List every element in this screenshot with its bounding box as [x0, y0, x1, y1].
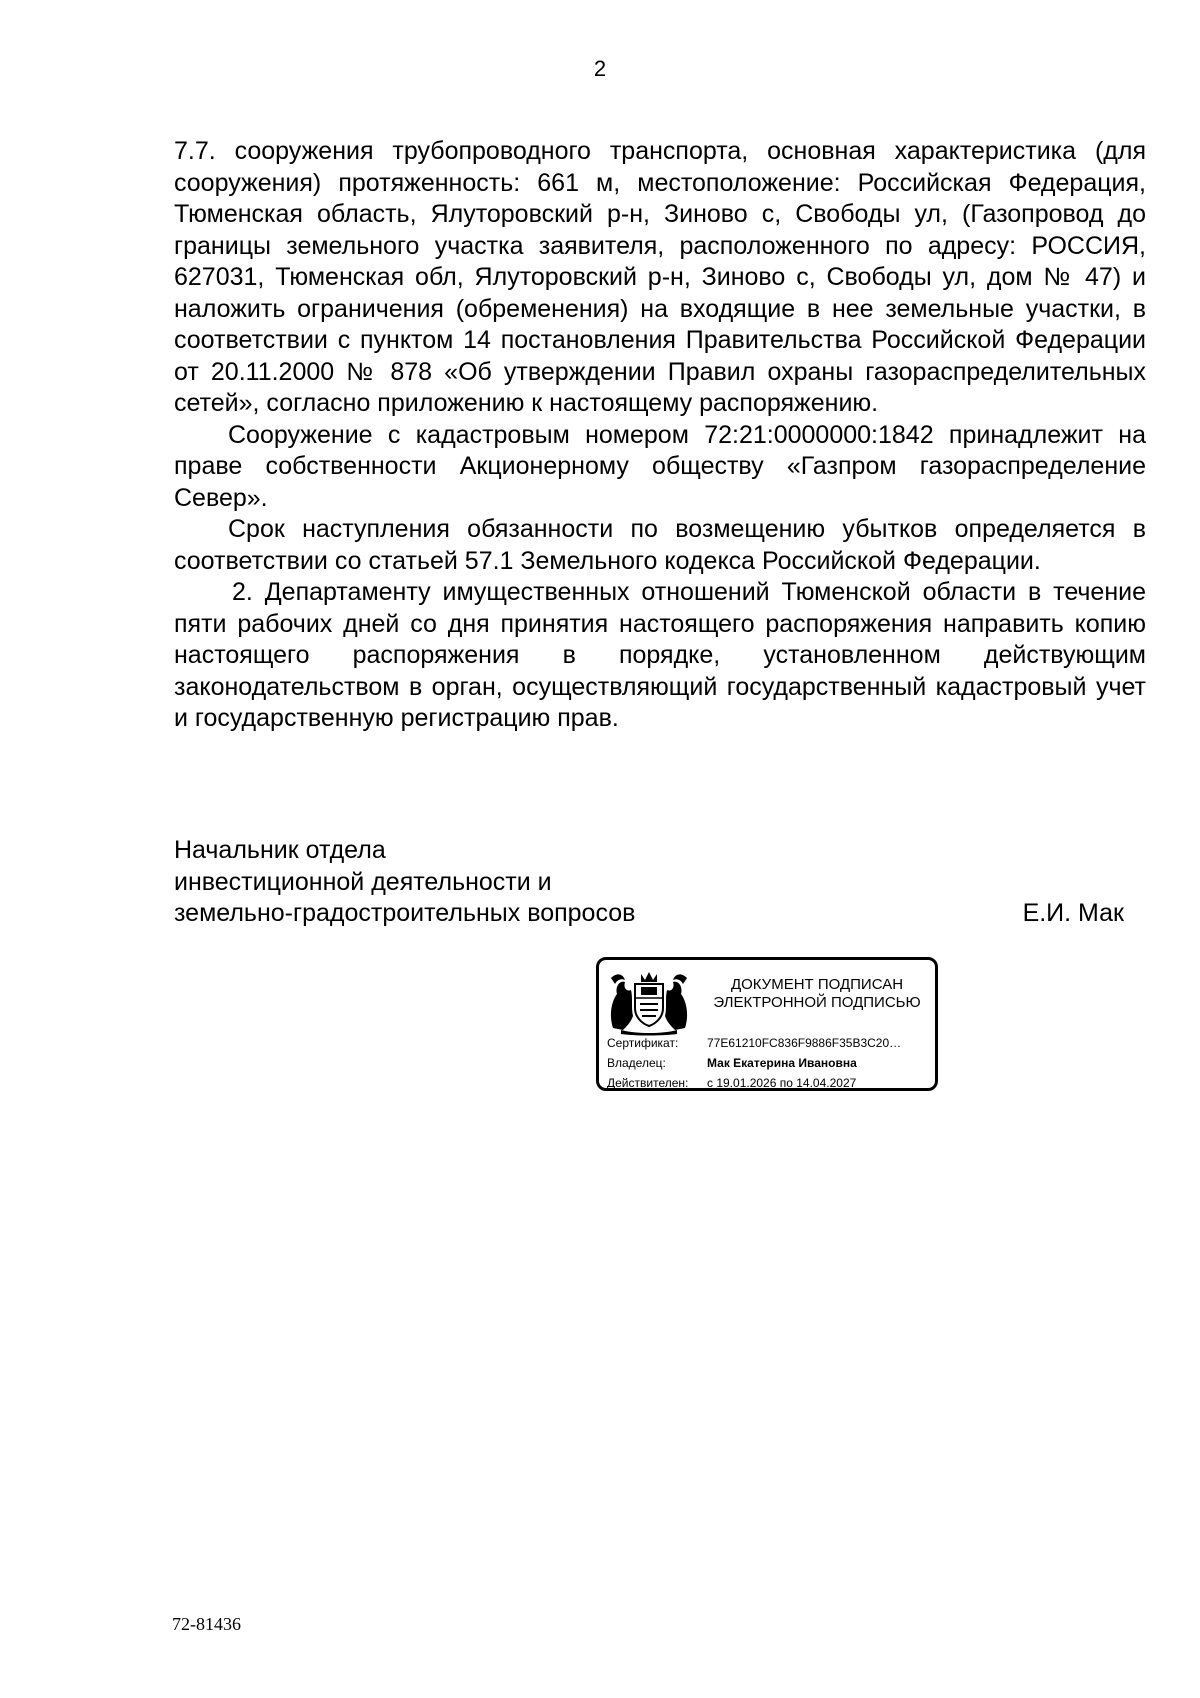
signer-position-line: Начальник отдела	[174, 836, 386, 864]
signer-position-line: инвестиционной деятельности и	[174, 867, 552, 896]
signer-position-line: земельно-градостроительных вопросов	[174, 899, 636, 927]
stamp-title	[703, 976, 931, 1012]
page-number: 2	[593, 56, 607, 81]
document-body	[174, 136, 1146, 735]
stamp-row-certificate	[607, 1033, 933, 1053]
electronic-signature-stamp	[596, 957, 938, 1091]
owner-label: Владелец:	[607, 1056, 666, 1070]
paragraph-item-2: 2. Департаменту имущественных отношений Тюменской области в течение пяти рабочих дней со дня принятия настоящего распоряжения направить копию настоящего распоряжения в порядке, установленном действующим законодательством в орган, осуществляющий государственный кадастровый учет и государственную регистрацию прав.	[174, 578, 1146, 732]
signature-block	[174, 835, 1124, 930]
paragraph-compensation-term: Срок наступления обязанности по возмещению убытков определяется в соответствии со статьей 57.1 Земельного кодекса Российской Федерации.	[174, 515, 1146, 575]
paragraph-ownership: Сооружение с кадастровым номером 72:21:0000000:1842 принадлежит на праве собственности Акционерному обществу «Газпром газораспределение Север».	[174, 420, 1146, 512]
stamp-title-line: ДОКУМЕНТ ПОДПИСАН	[730, 976, 904, 993]
certificate-value: 77E61210FC836F9886F35B3C20…	[707, 1036, 902, 1050]
stamp-title-line: ЭЛЕКТРОННОЙ ПОДПИСЬЮ	[713, 994, 921, 1011]
paragraph-item-7-7: 7.7. сооружения трубопроводного транспорта, основная характеристика (для сооружения) протяженность: 661 м, местоположение: Российская Федерация, Тюменская область, Ялуторовский р-н, Зиново с, Свободы ул, (Газопровод до границы земельного участка заявителя, расположенного по адресу: РОССИЯ, 627031, Тюменская обл, Ялуторовский р-н, Зиново с, Свободы ул, дом № 47) и наложить ограничения (обременения) на входящие в нее земельные участки, в соответствии с пунктом 14 постановления Правительства Российской Федерации от 20.11.2000 № 878 «Об утверждении Правил охраны газораспределительных сетей», согласно приложению к настоящему распоряжению.	[174, 137, 1146, 417]
validity-value: с 19.01.2026 по 14.04.2027	[707, 1076, 857, 1090]
owner-value: Мак Екатерина Ивановна	[707, 1056, 857, 1070]
validity-label: Действителен:	[607, 1076, 689, 1090]
signer-name: Е.И. Мак	[1022, 899, 1124, 927]
stamp-details	[607, 1033, 933, 1093]
stamp-row-validity	[607, 1073, 933, 1093]
stamp-row-owner	[607, 1053, 933, 1073]
document-code: 72-81436	[172, 1614, 241, 1634]
coat-of-arms-icon	[607, 968, 691, 1036]
certificate-label: Сертификат:	[607, 1036, 679, 1050]
